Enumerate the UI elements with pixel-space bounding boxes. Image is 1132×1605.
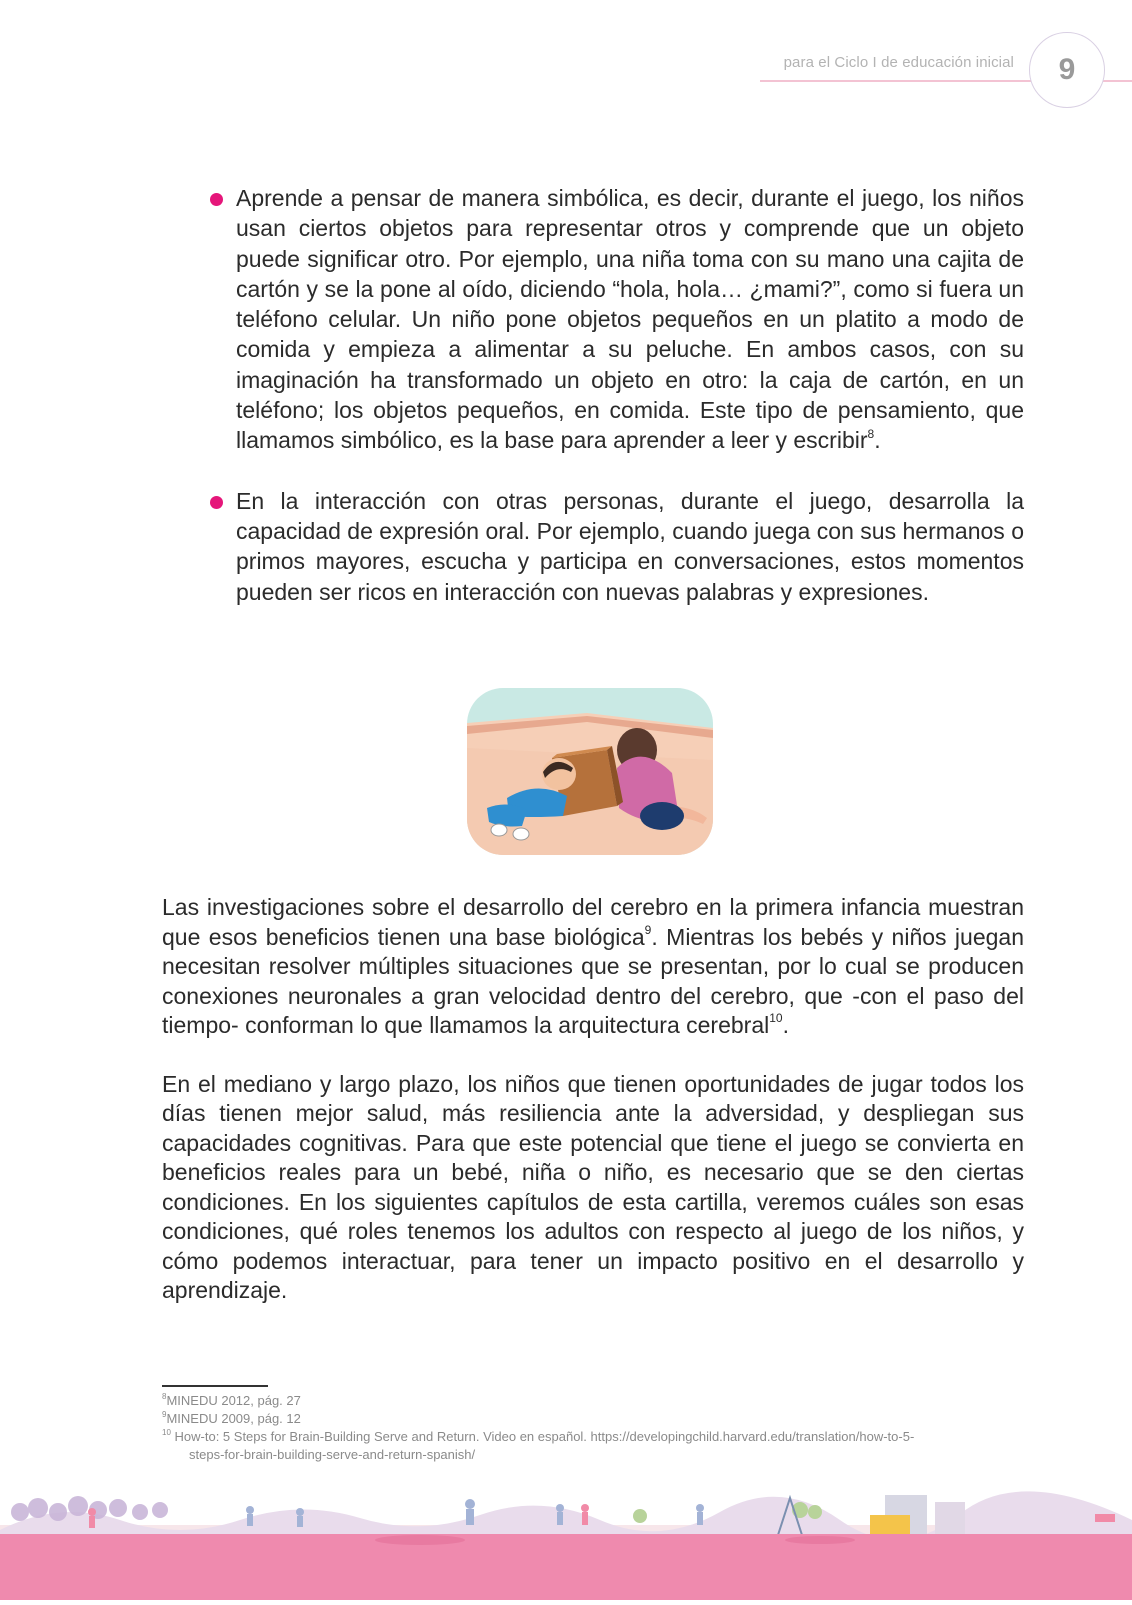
illustration-mother-child-box bbox=[467, 688, 713, 855]
footnote-text: MINEDU 2012, pág. 27 bbox=[166, 1393, 301, 1408]
footer-illustration-banner bbox=[0, 1490, 1132, 1600]
bullet-list bbox=[208, 183, 1024, 637]
footnote-ref-8[interactable]: 8 bbox=[867, 426, 875, 441]
footnote-number: 8 bbox=[162, 1391, 167, 1401]
bullet-item-oral-expression bbox=[208, 486, 1024, 607]
bullet-text: En la interacción con otras personas, durante el juego, desarrolla la capacidad de expresión oral. Por ejemplo, cuando juega con sus hermanos o primos mayores, escucha y participa en conversaciones, estos momentos pueden ser ricos en interacción con nuevas palabras y expresiones. bbox=[236, 487, 1024, 605]
bullet-item-symbolic-thinking bbox=[208, 183, 1024, 456]
footnote-number: 9 bbox=[162, 1409, 167, 1419]
footnote-ref-9[interactable]: 9 bbox=[644, 922, 652, 937]
footnote-10 bbox=[162, 1428, 1022, 1446]
footnotes bbox=[162, 1392, 1022, 1464]
footnote-9 bbox=[162, 1410, 1022, 1428]
paragraph-text-tail: . bbox=[782, 1012, 789, 1038]
paragraph-text: . Mientras los bebés y niños juegan necesitan resolver múltiples situaciones que se presentan, por lo cual se producen conexiones neuronales a gran velocidad dentro del cerebro, que -con el paso del tiempo- conforman lo que llamamos la arquitectura cerebral bbox=[162, 923, 1024, 1038]
bullet-text: Aprende a pensar de manera simbólica, es decir, durante el juego, los niños usan ciertos objetos para representar otros y comprende que un objeto puede significar otro. Por ejemplo, una niña toma con su mano una cajita de cartón y se la pone al oído, diciendo “hola, hola… ¿mami?”, como si fuera un teléfono celular. Un niño pone objetos pequeños en un platito a modo de comida y empieza a alimentar a su peluche. En ambos casos, con su imaginación ha transformado un objeto en otro: la caja de cartón, en un teléfono; los objetos pequeños, en comida. Este tipo de pensamiento, que llamamos simbólico, es la base para aprender a leer y escribir bbox=[236, 185, 1024, 454]
footnote-text[interactable]: How-to: 5 Steps for Brain-Building Serve and Return. Video en español. https://developingchild.harvard.edu/translation/how-to-5- bbox=[174, 1429, 915, 1444]
bullet-marker bbox=[210, 193, 223, 206]
bullet-text-tail: . bbox=[874, 427, 881, 454]
body-text bbox=[162, 893, 1024, 1335]
footnote-text: MINEDU 2009, pág. 12 bbox=[166, 1411, 301, 1426]
page-number: 9 bbox=[1029, 32, 1105, 108]
running-title: para el Ciclo I de educación inicial bbox=[783, 54, 1014, 71]
footnote-8 bbox=[162, 1392, 1022, 1410]
paragraph-text: Las investigaciones sobre el desarrollo del cerebro en la primera infancia muestran que esos beneficios tienen una base biológica bbox=[162, 894, 1024, 950]
footnote-10-continued[interactable]: steps-for-brain-building-serve-and-return-spanish/ bbox=[189, 1447, 476, 1462]
paragraph-long-term-benefits: En el mediano y largo plazo, los niños que tienen oportunidades de jugar todos los días tienen mejor salud, más resiliencia ante la adversidad, y despliegan sus capacidades cognitivas. Para que este potencial que tiene el juego se convierta en beneficios reales para un bebé, niña o niño, es necesario que se den ciertas condiciones. En los siguientes capítulos de esta cartilla, veremos cuáles son esas condiciones, qué roles tenemos los adultos con respecto al juego de los niños, y cómo podemos interactuar, para tener un impacto positivo en el desarrollo y aprendizaje. bbox=[162, 1070, 1024, 1303]
footnote-divider bbox=[162, 1385, 268, 1387]
footnote-number: 10 bbox=[162, 1427, 171, 1437]
footnote-ref-10[interactable]: 10 bbox=[769, 1011, 783, 1026]
bullet-marker bbox=[210, 496, 223, 509]
paragraph-brain-research bbox=[162, 893, 1024, 1041]
